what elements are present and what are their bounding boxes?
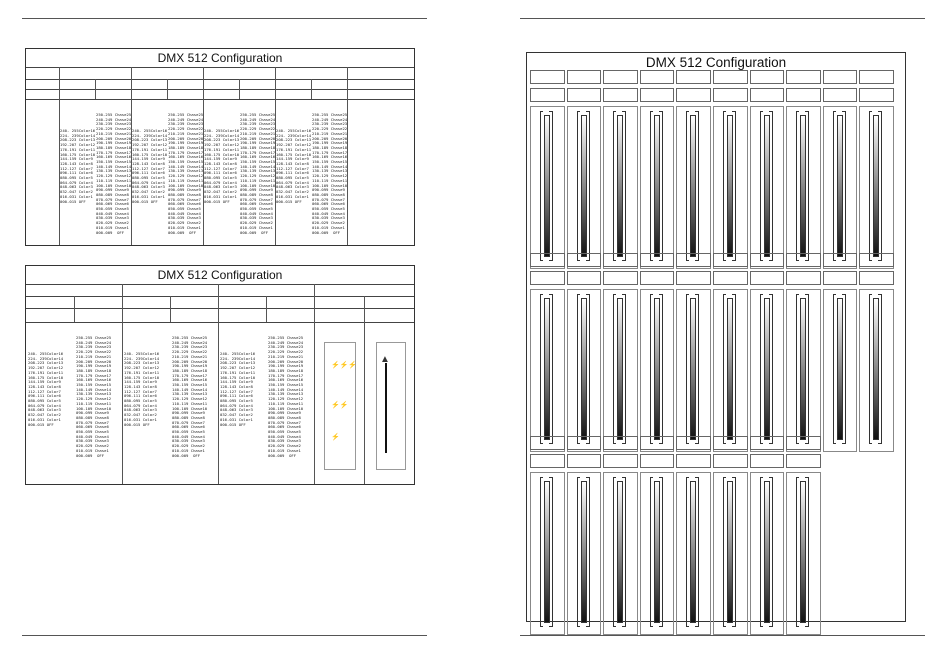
scale-left-top-tick: [540, 477, 543, 478]
scale-right-bottom-tick: [769, 626, 772, 627]
channel-fader-box: [713, 472, 748, 635]
scale-right-top-tick: [549, 294, 552, 295]
table-a-rule: [26, 89, 414, 90]
scale-right-axis: [808, 294, 809, 444]
channel-color-cell: [676, 271, 711, 285]
scale-right-axis: [881, 294, 882, 444]
scale-left-bottom-tick: [723, 626, 726, 627]
scale-left-top-tick: [760, 294, 763, 295]
scale-right-axis: [698, 477, 699, 627]
table-b-sub-line: [266, 296, 267, 322]
scale-right-axis: [625, 294, 626, 444]
channel-fader-box: [530, 289, 565, 452]
table-b-sub-line: [74, 296, 75, 322]
scale-left-top-tick: [760, 111, 763, 112]
table-b-rule: [26, 296, 414, 297]
channel-header-cell: [603, 436, 638, 450]
fader-gradient-bar: [581, 481, 587, 623]
channel-color-cell: [567, 88, 602, 102]
channel-color-cell: [603, 88, 638, 102]
scale-right-top-tick: [805, 294, 808, 295]
scale-right-axis: [625, 111, 626, 261]
fader-gradient-bar: [690, 481, 696, 623]
channel-color-cell: [750, 454, 785, 468]
scale-right-bottom-tick: [659, 626, 662, 627]
page-bottom-rule-right: [520, 635, 925, 636]
table-b-chase-list: 250-255 Chase25 240-249 Chase24 230-239 Chase23 220-229 Chase22 210-219 Chase21 200-209 Chase20 190-199 Chase19 180-189 Chase18 170-179 Chase17 160-169 Chase16 150-159 Chase15 140-149 Chase14 130-139 Chase13 120-129 Chase12 110-119 Chase11 100-109 Chase10 090-099 Chase9 080-089 Chase8 070-079 Chase7 060-069 Chase6 050-059 Chase5 040-049 Chase4 030-039 Chase3 020-029 Chase2 010-019 Chase1 000-009 OFF: [76, 335, 112, 458]
scale-left-top-tick: [650, 294, 653, 295]
scale-right-top-tick: [732, 477, 735, 478]
channel-header-cell: [530, 253, 565, 267]
scale-right-axis: [589, 477, 590, 627]
table-a-sub-line: [167, 79, 168, 99]
page-top-rule-right: [520, 18, 925, 19]
fader-gradient-bar: [544, 481, 550, 623]
scale-left-axis: [723, 477, 724, 627]
scale-left-axis: [833, 111, 834, 261]
channel-header-cell: [750, 436, 785, 450]
scale-right-bottom-tick: [586, 626, 589, 627]
channel-color-cell: [713, 454, 748, 468]
channel-fader-box: [713, 106, 748, 269]
table-a-sub-line: [239, 79, 240, 99]
scale-right-top-tick: [549, 477, 552, 478]
scale-right-bottom-tick: [878, 443, 881, 444]
table-a-rule: [26, 99, 414, 100]
scale-left-top-tick: [650, 111, 653, 112]
scale-right-top-tick: [659, 111, 662, 112]
fader-gradient-bar: [617, 115, 623, 257]
channel-fader-box: [530, 472, 565, 635]
scale-left-bottom-tick: [613, 626, 616, 627]
channel-color-cell: [713, 271, 748, 285]
scale-left-axis: [613, 477, 614, 627]
channel-header-cell: [640, 436, 675, 450]
table-b-col-line: [218, 284, 219, 484]
channel-header-cell: [786, 70, 821, 84]
scale-right-top-tick: [622, 111, 625, 112]
channel-header-cell: [567, 70, 602, 84]
scale-right-top-tick: [622, 477, 625, 478]
scale-right-top-tick: [732, 111, 735, 112]
channel-header-cell: [786, 253, 821, 267]
table-a-color-list: 240- 255Color16 224- 239Color14 208-223 Color13 192-207 Color12 176-191 Color11 160-175 Color10 144-159 Color9 128-143 Color8 112-127 Color7 096-111 Color6 080-095 Color5 064-079 Color4 048-063 Color3 032-047 Color2 016-031 Color1 000-015 OFF: [276, 128, 312, 204]
channel-fader-box: [567, 106, 602, 269]
scale-right-top-tick: [732, 294, 735, 295]
table-a-color-list: 240- 255Color16 224- 239Color14 208-223 Color13 192-207 Color12 176-191 Color11 160-175 Color10 144-159 Color9 128-143 Color8 112-127 Color7 096-111 Color6 080-095 Color5 064-079 Color4 048-063 Color3 032-047 Color2 016-031 Color1 000-015 OFF: [60, 128, 96, 204]
bolt-icon: ⚡: [331, 434, 340, 441]
scale-left-top-tick: [650, 477, 653, 478]
channel-fader-box: [859, 289, 894, 452]
channel-header-cell: [567, 253, 602, 267]
channel-fader-box: [676, 289, 711, 452]
bolt-icon: ⚡⚡: [331, 402, 349, 409]
scale-right-top-tick: [695, 477, 698, 478]
chase-speed-diagram: [376, 342, 406, 470]
fader-gradient-bar: [690, 298, 696, 440]
table-b-color-list: 240- 255Color16 224- 239Color14 208-223 Color13 192-207 Color12 176-191 Color11 160-175 Color10 144-159 Color9 128-143 Color8 112-127 Color7 096-111 Color6 080-095 Color5 064-079 Color4 048-063 Color3 032-047 Color2 016-031 Color1 000-015 OFF: [124, 351, 160, 427]
scale-left-top-tick: [796, 111, 799, 112]
scale-left-bottom-tick: [540, 626, 543, 627]
scale-right-top-tick: [769, 477, 772, 478]
panel-title: DMX 512 Configuration: [645, 55, 787, 70]
channel-color-cell: [859, 88, 894, 102]
channel-color-cell: [603, 271, 638, 285]
scale-left-axis: [540, 477, 541, 627]
channel-color-cell: [567, 454, 602, 468]
scale-right-axis: [772, 294, 773, 444]
table-b-sub-line: [364, 296, 365, 484]
scale-right-top-tick: [549, 111, 552, 112]
scale-left-axis: [760, 294, 761, 444]
channel-fader-box: [676, 472, 711, 635]
scale-right-top-tick: [622, 294, 625, 295]
scale-left-axis: [869, 294, 870, 444]
scale-left-top-tick: [869, 294, 872, 295]
scale-left-axis: [540, 294, 541, 444]
table-a-color-list: 240- 255Color16 224- 239Color14 208-223 Color13 192-207 Color12 176-191 Color11 160-175 Color10 144-159 Color9 128-143 Color8 112-127 Color7 096-111 Color6 080-095 Color5 064-079 Color4 048-063 Color3 032-047 Color2 016-031 Color1 000-015 OFF: [132, 128, 168, 204]
scale-left-top-tick: [540, 294, 543, 295]
channel-color-cell: [603, 454, 638, 468]
fader-gradient-bar: [764, 481, 770, 623]
scale-left-top-tick: [833, 294, 836, 295]
table-a-sub-line: [311, 79, 312, 99]
channel-fader-box: [640, 289, 675, 452]
scale-left-axis: [796, 477, 797, 627]
fader-gradient-bar: [617, 481, 623, 623]
table-b-rule: [26, 284, 414, 285]
scale-right-axis: [662, 294, 663, 444]
scale-right-axis: [808, 111, 809, 261]
table-a-chase-list: 250-255 Chase25 240-249 Chase24 230-239 Chase23 220-229 Chase22 210-219 Chase21 200-209 Chase20 190-199 Chase19 180-189 Chase18 170-179 Chase17 160-169 Chase16 150-159 Chase15 140-149 Chase14 130-139 Chase13 120-129 Chase12 110-119 Chase11 100-109 Chase10 090-099 Chase9 080-089 Chase8 070-079 Chase7 060-069 Chase6 050-059 Chase5 040-049 Chase4 030-039 Chase3 020-029 Chase2 010-019 Chase1 000-009 OFF: [96, 112, 132, 235]
channel-header-cell: [786, 436, 821, 450]
channel-header-cell: [859, 70, 894, 84]
channel-fader-box: [859, 106, 894, 269]
scale-right-top-tick: [695, 294, 698, 295]
scale-left-bottom-tick: [796, 626, 799, 627]
scale-left-bottom-tick: [760, 626, 763, 627]
fader-gradient-bar: [764, 298, 770, 440]
channel-fader-box: [640, 106, 675, 269]
channel-header-cell: [530, 70, 565, 84]
scale-left-axis: [869, 111, 870, 261]
fader-gradient-bar: [727, 298, 733, 440]
bolt-icon: ⚡⚡⚡: [331, 362, 358, 369]
channel-header-cell: [713, 70, 748, 84]
scale-left-axis: [686, 477, 687, 627]
channel-color-cell: [786, 271, 821, 285]
scale-right-axis: [589, 294, 590, 444]
scale-left-bottom-tick: [869, 443, 872, 444]
table-b-chase-list: 250-255 Chase25 240-249 Chase24 230-239 Chase23 220-229 Chase22 210-219 Chase21 200-209 Chase20 190-199 Chase19 180-189 Chase18 170-179 Chase17 160-169 Chase16 150-159 Chase15 140-149 Chase14 130-139 Chase13 120-129 Chase12 110-119 Chase11 100-109 Chase10 090-099 Chase9 080-089 Chase8 070-079 Chase7 060-069 Chase6 050-059 Chase5 040-049 Chase4 030-039 Chase3 020-029 Chase2 010-019 Chase1 000-009 OFF: [172, 335, 208, 458]
scale-left-axis: [796, 111, 797, 261]
channel-header-cell: [713, 436, 748, 450]
channel-header-cell: [603, 70, 638, 84]
scale-right-top-tick: [586, 294, 589, 295]
channel-color-cell: [823, 271, 858, 285]
arrow-up-icon: ▲: [380, 354, 390, 365]
scale-left-top-tick: [613, 477, 616, 478]
scale-left-top-tick: [686, 294, 689, 295]
scale-right-axis: [845, 294, 846, 444]
scale-right-top-tick: [842, 111, 845, 112]
channel-color-cell: [640, 271, 675, 285]
fader-gradient-bar: [800, 481, 806, 623]
scale-right-bottom-tick: [805, 626, 808, 627]
scale-right-axis: [662, 477, 663, 627]
scale-right-top-tick: [842, 294, 845, 295]
scale-left-bottom-tick: [833, 443, 836, 444]
scale-right-bottom-tick: [732, 626, 735, 627]
table-a-rule: [26, 67, 414, 68]
scale-left-axis: [723, 111, 724, 261]
channel-color-cell: [640, 454, 675, 468]
fader-gradient-bar: [690, 115, 696, 257]
scale-right-top-tick: [695, 111, 698, 112]
channel-color-cell: [530, 454, 565, 468]
scale-left-top-tick: [796, 294, 799, 295]
scale-right-top-tick: [878, 111, 881, 112]
table-a-rule: [26, 79, 414, 80]
channel-color-cell: [640, 88, 675, 102]
channel-color-cell: [786, 454, 821, 468]
scale-right-top-tick: [659, 477, 662, 478]
fader-gradient-bar: [764, 115, 770, 257]
scale-right-axis: [552, 111, 553, 261]
fader-gradient-bar: [837, 115, 843, 257]
dmx-table-ch6-ch9: [25, 265, 415, 485]
table-a-chase-list: 250-255 Chase25 240-249 Chase24 230-239 Chase23 220-229 Chase22 210-219 Chase21 200-209 Chase20 190-199 Chase19 180-189 Chase18 170-179 Chase17 160-169 Chase16 150-159 Chase15 140-149 Chase14 130-139 Chase13 120-129 Chase12 110-119 Chase11 100-109 Chase10 090-099 Chase9 080-089 Chase8 070-079 Chase7 060-069 Chase6 050-059 Chase5 040-049 Chase4 030-039 Chase3 020-029 Chase2 010-019 Chase1 000-009 OFF: [312, 112, 348, 235]
scale-left-axis: [760, 477, 761, 627]
channel-header-cell: [567, 436, 602, 450]
scale-right-top-tick: [805, 477, 808, 478]
scale-left-axis: [577, 294, 578, 444]
scale-right-axis: [698, 294, 699, 444]
scale-left-axis: [686, 111, 687, 261]
channel-fader-box: [603, 289, 638, 452]
scale-left-axis: [723, 294, 724, 444]
channel-header-cell: [750, 253, 785, 267]
fader-gradient-bar: [617, 298, 623, 440]
scale-right-axis: [735, 477, 736, 627]
scale-left-axis: [650, 294, 651, 444]
channel-fader-box: [786, 289, 821, 452]
scale-left-top-tick: [723, 111, 726, 112]
dmx-table-ch1-ch5: [25, 48, 415, 246]
scale-right-axis: [735, 111, 736, 261]
fader-gradient-bar: [873, 115, 879, 257]
channel-header-cell: [676, 253, 711, 267]
channel-fader-box: [640, 472, 675, 635]
scale-right-top-tick: [769, 111, 772, 112]
scale-right-top-tick: [586, 477, 589, 478]
fader-gradient-bar: [654, 115, 660, 257]
scale-left-axis: [686, 294, 687, 444]
table-a-col-line: [347, 67, 348, 245]
dmx-channel-panel: [526, 52, 906, 622]
channel-fader-box: [676, 106, 711, 269]
scale-right-top-tick: [805, 111, 808, 112]
fader-gradient-bar: [654, 481, 660, 623]
channel-header-cell: [530, 436, 565, 450]
scale-left-top-tick: [833, 111, 836, 112]
scale-right-top-tick: [659, 294, 662, 295]
scale-left-top-tick: [760, 477, 763, 478]
table-b-color-list: 240- 255Color16 224- 239Color14 208-223 Color13 192-207 Color12 176-191 Color11 160-175 Color10 144-159 Color9 128-143 Color8 112-127 Color7 096-111 Color6 080-095 Color5 064-079 Color4 048-063 Color3 032-047 Color2 016-031 Color1 000-015 OFF: [28, 351, 64, 427]
channel-fader-box: [567, 289, 602, 452]
scale-left-top-tick: [613, 294, 616, 295]
table-b-rule: [26, 308, 414, 309]
channel-header-cell: [859, 253, 894, 267]
fader-gradient-bar: [873, 298, 879, 440]
table-a-color-list: 240- 255Color16 224- 239Color14 208-223 Color13 192-207 Color12 176-191 Color11 160-175 Color10 144-159 Color9 128-143 Color8 112-127 Color7 096-111 Color6 080-095 Color5 064-079 Color4 048-063 Color3 032-047 Color2 016-031 Color1 000-015 OFF: [204, 128, 240, 204]
table-b-sub-line: [170, 296, 171, 322]
scale-left-top-tick: [686, 477, 689, 478]
scale-left-top-tick: [723, 477, 726, 478]
scale-right-bottom-tick: [622, 626, 625, 627]
channel-color-cell: [859, 271, 894, 285]
scale-right-top-tick: [769, 294, 772, 295]
channel-header-cell: [603, 253, 638, 267]
channel-color-cell: [713, 88, 748, 102]
scale-right-axis: [552, 294, 553, 444]
scale-left-axis: [540, 111, 541, 261]
scale-left-axis: [833, 294, 834, 444]
scale-left-top-tick: [686, 111, 689, 112]
channel-color-cell: [676, 454, 711, 468]
channel-header-cell: [640, 253, 675, 267]
scale-right-axis: [772, 111, 773, 261]
channel-color-cell: [567, 271, 602, 285]
scale-right-top-tick: [878, 294, 881, 295]
scale-left-axis: [613, 294, 614, 444]
channel-fader-box: [823, 106, 858, 269]
scale-left-axis: [650, 477, 651, 627]
table-b-col-line: [314, 284, 315, 484]
scale-right-axis: [698, 111, 699, 261]
table-b-color-list: 240- 255Color16 224- 239Color14 208-223 Color13 192-207 Color12 176-191 Color11 160-175 Color10 144-159 Color9 128-143 Color8 112-127 Color7 096-111 Color6 080-095 Color5 064-079 Color4 048-063 Color3 032-047 Color2 016-031 Color1 000-015 OFF: [220, 351, 256, 427]
page-top-rule-left: [22, 18, 427, 19]
channel-header-cell: [640, 70, 675, 84]
channel-fader-box: [750, 106, 785, 269]
scale-right-axis: [662, 111, 663, 261]
scale-left-top-tick: [796, 477, 799, 478]
scale-right-axis: [589, 111, 590, 261]
scale-left-bottom-tick: [577, 626, 580, 627]
channel-fader-box: [786, 472, 821, 635]
scale-left-axis: [650, 111, 651, 261]
channel-fader-box: [530, 106, 565, 269]
scale-left-axis: [613, 111, 614, 261]
channel-color-cell: [823, 88, 858, 102]
channel-color-cell: [530, 88, 565, 102]
channel-header-cell: [750, 70, 785, 84]
channel-header-cell: [713, 253, 748, 267]
fader-gradient-bar: [654, 298, 660, 440]
channel-header-cell: [823, 70, 858, 84]
scale-right-axis: [808, 477, 809, 627]
scale-left-axis: [796, 294, 797, 444]
scale-right-axis: [772, 477, 773, 627]
channel-fader-box: [603, 472, 638, 635]
channel-fader-box: [603, 106, 638, 269]
table-b-chase-list: 250-255 Chase25 240-249 Chase24 230-239 Chase23 220-229 Chase22 210-219 Chase21 200-209 Chase20 190-199 Chase19 180-189 Chase18 170-179 Chase17 160-169 Chase16 150-159 Chase15 140-149 Chase14 130-139 Chase13 120-129 Chase12 110-119 Chase11 100-109 Chase10 090-099 Chase9 080-089 Chase8 070-079 Chase7 060-069 Chase6 050-059 Chase5 040-049 Chase4 030-039 Chase3 020-029 Chase2 010-019 Chase1 000-009 OFF: [268, 335, 304, 458]
channel-header-cell: [676, 70, 711, 84]
scale-left-top-tick: [869, 111, 872, 112]
channel-color-cell: [750, 88, 785, 102]
channel-color-cell: [530, 271, 565, 285]
scale-left-axis: [577, 477, 578, 627]
scale-left-axis: [577, 111, 578, 261]
channel-header-cell: [676, 436, 711, 450]
scale-right-axis: [881, 111, 882, 261]
scale-left-top-tick: [577, 477, 580, 478]
scale-left-top-tick: [577, 111, 580, 112]
channel-fader-box: [823, 289, 858, 452]
scale-right-axis: [735, 294, 736, 444]
scale-left-top-tick: [577, 294, 580, 295]
scale-right-axis: [625, 477, 626, 627]
channel-color-cell: [676, 88, 711, 102]
scale-left-axis: [760, 111, 761, 261]
fader-gradient-bar: [581, 298, 587, 440]
channel-color-cell: [750, 271, 785, 285]
table-a-title: DMX 512 Configuration: [157, 51, 283, 65]
channel-fader-box: [567, 472, 602, 635]
page-bottom-rule-left: [22, 635, 427, 636]
table-b-col-line: [122, 284, 123, 484]
fader-gradient-bar: [800, 115, 806, 257]
channel-fader-box: [786, 106, 821, 269]
scale-right-bottom-tick: [695, 626, 698, 627]
scale-right-top-tick: [586, 111, 589, 112]
fader-gradient-bar: [581, 115, 587, 257]
strobe-diagram: [324, 342, 356, 470]
channel-fader-box: [750, 472, 785, 635]
scale-left-top-tick: [540, 111, 543, 112]
table-a-sub-line: [95, 79, 96, 99]
channel-fader-box: [713, 289, 748, 452]
fader-gradient-bar: [727, 481, 733, 623]
scale-left-top-tick: [723, 294, 726, 295]
scale-right-bottom-tick: [549, 626, 552, 627]
scale-left-bottom-tick: [686, 626, 689, 627]
speed-arrow-shaft: [385, 363, 387, 453]
fader-gradient-bar: [544, 298, 550, 440]
scale-right-axis: [845, 111, 846, 261]
table-b-rule: [26, 322, 414, 323]
scale-left-top-tick: [613, 111, 616, 112]
table-b-title: DMX 512 Configuration: [157, 268, 283, 282]
fader-gradient-bar: [800, 298, 806, 440]
scale-right-axis: [552, 477, 553, 627]
fader-gradient-bar: [544, 115, 550, 257]
channel-fader-box: [750, 289, 785, 452]
channel-color-cell: [786, 88, 821, 102]
table-a-chase-list: 250-255 Chase25 240-249 Chase24 230-239 Chase23 220-229 Chase22 210-219 Chase21 200-209 Chase20 190-199 Chase19 180-189 Chase18 170-179 Chase17 160-169 Chase16 150-159 Chase15 140-149 Chase14 130-139 Chase13 120-129 Chase12 110-119 Chase11 100-109 Chase10 090-099 Chase9 080-089 Chase8 070-079 Chase7 060-069 Chase6 050-059 Chase5 040-049 Chase4 030-039 Chase3 020-029 Chase2 010-019 Chase1 000-009 OFF: [168, 112, 204, 235]
table-a-chase-list: 250-255 Chase25 240-249 Chase24 230-239 Chase23 220-229 Chase22 210-219 Chase21 200-209 Chase20 190-199 Chase19 180-189 Chase18 170-179 Chase17 160-169 Chase16 150-159 Chase15 140-149 Chase14 130-139 Chase13 120-129 Chase12 110-119 Chase11 100-109 Chase10 090-099 Chase9 080-089 Chase8 070-079 Chase7 060-069 Chase6 050-059 Chase5 040-049 Chase4 030-039 Chase3 020-029 Chase2 010-019 Chase1 000-009 OFF: [240, 112, 276, 235]
scale-right-bottom-tick: [842, 443, 845, 444]
channel-header-cell: [823, 253, 858, 267]
scale-left-bottom-tick: [650, 626, 653, 627]
fader-gradient-bar: [727, 115, 733, 257]
fader-gradient-bar: [837, 298, 843, 440]
